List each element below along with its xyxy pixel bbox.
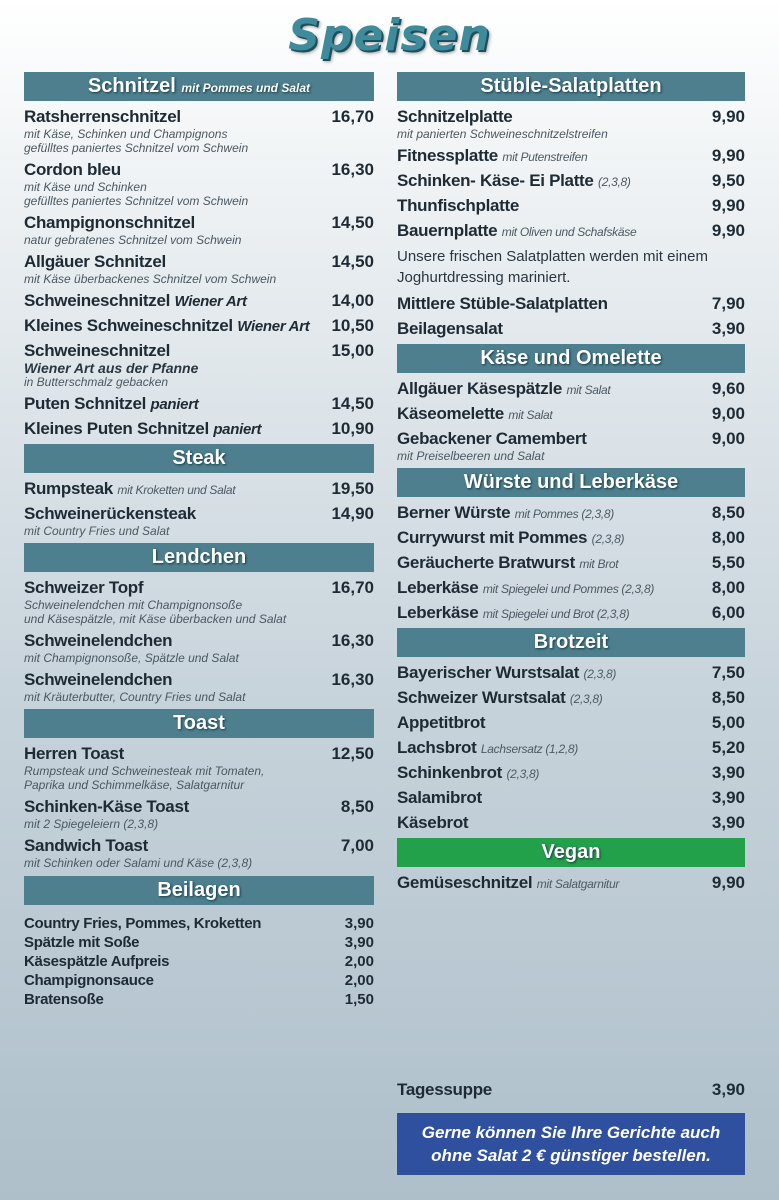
item-description: mit Champignonsoße, Spätzle und Salat (24, 651, 239, 665)
item-description: mit Country Fries und Salat (24, 524, 170, 538)
menu-item-row (397, 688, 745, 708)
menu-item-row (24, 631, 374, 651)
item-price: 10,90 (331, 419, 374, 438)
menu-item (397, 578, 745, 598)
menu-item-row (397, 873, 745, 893)
item-name-group (397, 196, 519, 216)
item-description: mit Preiselbeeren und Salat (397, 449, 545, 463)
item-price: 3,90 (711, 319, 745, 338)
item-name: Bayerischer Wurstsalat (397, 663, 580, 682)
menu-item (24, 504, 374, 538)
menu-item-row (24, 744, 374, 764)
item-note: Lachsersatz (1,2,8) (480, 742, 578, 756)
section-header-vegan: Vegan (397, 838, 745, 867)
item-name-group (397, 221, 636, 241)
item-price: 16,70 (331, 107, 374, 126)
item-name-group (397, 503, 614, 523)
item-price: 7,00 (340, 836, 374, 855)
menu-item (397, 713, 745, 733)
item-name-group (24, 744, 124, 764)
item-name: Salamibrot (397, 788, 482, 807)
item-price: 3,90 (344, 934, 374, 951)
item-name-group (397, 813, 468, 833)
menu-item-row (397, 553, 745, 573)
item-name: Puten Schnitzel (24, 394, 147, 413)
menu-item (24, 316, 374, 336)
item-style: Wiener Art (237, 318, 310, 335)
item-name: Berner Würste (397, 503, 511, 522)
menu-item-row (24, 107, 374, 127)
item-price: 19,50 (331, 479, 374, 498)
salat-info-text: Unsere frischen Salatplatten werden mit einem Joghurtdressing mariniert. (397, 248, 708, 286)
item-note: (2,3,8) (591, 532, 625, 546)
banner-line-2: ohne Salat 2 € günstiger bestellen. (431, 1146, 711, 1165)
item-note: mit Pommes (2,3,8) (514, 507, 614, 521)
menu-item (24, 107, 374, 155)
item-description: mit panierten Schweineschnitzelstreifen (397, 127, 608, 141)
menu-item (397, 107, 745, 141)
item-name-group (397, 688, 603, 708)
item-description: mit Käse und Schinken (24, 180, 147, 194)
item-note: (2,3,8) (583, 667, 617, 681)
item-name: Käseomelette (397, 404, 504, 423)
beilagen-list (24, 905, 374, 1008)
page-title: Speisen (288, 10, 491, 61)
item-name-group (24, 107, 181, 127)
item-name: Schinken- Käse- Ei Platte (397, 171, 594, 190)
item-name-group (397, 663, 616, 683)
item-name: Champignonsauce (24, 972, 154, 989)
item-name: Kleines Schweineschnitzel (24, 316, 233, 335)
item-name: Schweinelendchen (24, 670, 173, 689)
item-description: mit Schinken oder Salami und Käse (2,3,8) (24, 856, 253, 870)
menu-item (24, 479, 374, 499)
item-description-2: gefülltes paniertes Schnitzel vom Schwein (24, 141, 249, 155)
item-name: Appetitbrot (397, 713, 486, 732)
item-price: 5,00 (711, 713, 745, 732)
item-description-2: gefülltes paniertes Schnitzel vom Schwein (24, 194, 249, 208)
menu-item (397, 813, 745, 833)
menu-item (24, 797, 374, 831)
item-name-group (397, 107, 512, 127)
item-name: Geräucherte Bratwurst (397, 553, 575, 572)
item-name-group (397, 379, 610, 399)
item-price: 7,90 (711, 294, 745, 313)
item-note: (2,3,8) (506, 767, 540, 781)
item-price: 14,50 (331, 252, 374, 271)
item-price: 16,30 (331, 631, 374, 650)
item-price: 14,90 (331, 504, 374, 523)
item-name: Herren Toast (24, 744, 125, 763)
menu-item (24, 836, 374, 870)
item-name-group (397, 553, 618, 573)
menu-item-row (397, 713, 745, 733)
item-note: mit Brot (579, 557, 619, 571)
item-name-group (397, 578, 654, 598)
menu-item-row (24, 578, 374, 598)
item-description: mit Käse, Schinken und Champignons (24, 127, 228, 141)
item-price: 8,00 (711, 578, 745, 597)
item-description-strong: Wiener Art aus der Pfanne (24, 360, 199, 376)
menu-item (397, 603, 745, 623)
section-header-beilagen: Beilagen (24, 876, 374, 905)
item-name-group (397, 294, 608, 314)
salatplatten-list (397, 101, 745, 241)
item-name: Beilagensalat (397, 319, 503, 338)
item-note: mit Salatgarnitur (536, 877, 620, 891)
item-name-group (397, 788, 482, 808)
item-note: mit Oliven und Schafskäse (501, 225, 637, 239)
item-price: 8,50 (340, 797, 374, 816)
section-header-brotzeit: Brotzeit (397, 628, 745, 657)
menu-item (24, 670, 374, 704)
item-price: 9,90 (711, 873, 745, 892)
section-header-schnitzel (24, 72, 374, 101)
item-name-group (24, 953, 169, 970)
menu-item (24, 934, 374, 951)
item-name-group (24, 797, 189, 817)
item-name-group (24, 341, 170, 361)
item-style: paniert (213, 421, 262, 438)
item-name: Rumpsteak (24, 479, 113, 498)
item-name-group (24, 631, 172, 651)
section-header-lendchen: Lendchen (24, 543, 374, 572)
item-name: Lachsbrot (397, 738, 477, 757)
item-style: paniert (150, 396, 199, 413)
item-name: Käsebrot (397, 813, 469, 832)
vegan-list (397, 867, 745, 893)
item-name: Schweinerückensteak (24, 504, 196, 523)
item-name-group (24, 291, 247, 311)
item-price: 3,90 (711, 788, 745, 807)
menu-item-row (24, 991, 374, 1008)
menu-item-row (24, 504, 374, 524)
toast-list (24, 738, 374, 870)
menu-item (397, 379, 745, 399)
item-name-group (397, 763, 539, 783)
menu-item (397, 294, 745, 314)
kaese-list (397, 373, 745, 463)
menu-item (24, 578, 374, 626)
menu-item (24, 953, 374, 970)
item-style: Wiener Art (174, 293, 247, 310)
item-name: Sandwich Toast (24, 836, 148, 855)
item-description: Rumpsteak und Schweinesteak mit Tomaten, (24, 764, 265, 778)
menu-item (24, 631, 374, 665)
item-name-group (24, 252, 166, 272)
item-description: Schweinelendchen mit Champignonsoße (24, 598, 243, 612)
menu-item (397, 503, 745, 523)
menu-item (24, 915, 374, 932)
menu-item (24, 160, 374, 208)
item-name: Kleines Puten Schnitzel (24, 419, 209, 438)
item-name-group (24, 991, 104, 1008)
item-name: Schweineschnitzel (24, 291, 171, 310)
item-price: 2,00 (344, 953, 374, 970)
menu-item-row (397, 171, 745, 191)
menu-item-row (397, 429, 745, 449)
item-price: 9,00 (711, 429, 745, 448)
item-price: 3,90 (711, 813, 745, 832)
schnitzel-list (24, 101, 374, 439)
item-name-group (24, 836, 148, 856)
menu-item (397, 873, 745, 893)
menu-item-row (24, 953, 374, 970)
item-description: in Butterschmalz gebacken (24, 375, 169, 389)
item-note: mit Salat (566, 383, 611, 397)
menu-item-row (24, 419, 374, 439)
item-price: 9,00 (711, 404, 745, 423)
item-name-group (24, 479, 235, 499)
item-description: mit Kräuterbutter, Country Fries und Salat (24, 690, 246, 704)
item-price: 14,50 (331, 394, 374, 413)
menu-item (397, 221, 745, 241)
item-name: Currywurst mit Pommes (397, 528, 588, 547)
item-description-2: und Käsespätzle, mit Käse überbacken und Salat (24, 612, 287, 626)
item-price: 16,30 (331, 670, 374, 689)
item-name: Ratsherrenschnitzel (24, 107, 181, 126)
item-name: Country Fries, Pommes, Kroketten (24, 915, 262, 932)
item-note: mit Spiegelei und Brot (2,3,8) (482, 607, 630, 621)
item-price: 3,90 (711, 1080, 745, 1099)
item-name-group (397, 404, 552, 424)
section-header-toast: Toast (24, 709, 374, 738)
item-name-group (397, 319, 503, 339)
menu-item-row (397, 196, 745, 216)
item-price: 7,50 (711, 663, 745, 682)
item-name: Gebackener Camembert (397, 429, 587, 448)
menu-item (397, 319, 745, 339)
item-price: 9,90 (711, 146, 745, 165)
item-name: Schweizer Wurstsalat (397, 688, 566, 707)
item-price: 6,00 (711, 603, 745, 622)
menu-item-row (24, 479, 374, 499)
info-banner (397, 1113, 745, 1175)
item-name: Schinkenbrot (397, 763, 503, 782)
item-description: mit 2 Spiegeleiern (2,3,8) (24, 817, 159, 831)
menu-item-row (397, 294, 745, 314)
item-price: 5,20 (711, 738, 745, 757)
menu-item (24, 744, 374, 792)
section-header-wurst: Würste und Leberkäse (397, 468, 745, 497)
item-price: 9,90 (711, 107, 745, 126)
item-name-group (397, 603, 629, 623)
item-name: Tagessuppe (397, 1080, 492, 1099)
item-price: 12,50 (331, 744, 374, 763)
menu-item-row (397, 404, 745, 424)
item-name-group (24, 316, 309, 336)
item-note: (2,3,8) (569, 692, 603, 706)
menu-item-row (24, 291, 374, 311)
item-name: Leberkäse (397, 578, 479, 597)
menu-item-row (24, 797, 374, 817)
item-description: natur gebratenes Schnitzel vom Schwein (24, 233, 242, 247)
item-name: Cordon bleu (24, 160, 121, 179)
section-header-salatplatten: Stüble-Salatplatten (397, 72, 745, 101)
item-name: Thunfischplatte (397, 196, 520, 215)
menu-item (24, 394, 374, 414)
item-price: 9,90 (711, 196, 745, 215)
item-price: 5,50 (711, 553, 745, 572)
item-price: 3,90 (344, 915, 374, 932)
item-name-group (24, 915, 261, 932)
section-header-kaese: Käse und Omelette (397, 344, 745, 373)
menu-item (24, 991, 374, 1008)
item-price: 8,50 (711, 503, 745, 522)
item-name: Schweineschnitzel (24, 341, 171, 360)
item-name: Champignonschnitzel (24, 213, 195, 232)
menu-item-row (397, 221, 745, 241)
item-name-group (397, 429, 587, 449)
lendchen-list (24, 572, 374, 704)
item-name-group (397, 171, 631, 191)
item-price: 16,30 (331, 160, 374, 179)
item-price: 9,50 (711, 171, 745, 190)
menu-item-row (24, 213, 374, 233)
item-price: 2,00 (344, 972, 374, 989)
menu-item-row (397, 528, 745, 548)
soup-item (397, 1080, 745, 1100)
item-price: 14,50 (331, 213, 374, 232)
item-name: Schweinelendchen (24, 631, 173, 650)
item-name-group (24, 394, 198, 414)
menu-item-row (397, 379, 745, 399)
menu-item-row (397, 738, 745, 758)
item-name-group (24, 213, 195, 233)
menu-item-row (397, 763, 745, 783)
item-name-group (24, 934, 139, 951)
item-note: mit Putenstreifen (502, 150, 588, 164)
item-note: mit Kroketten und Salat (117, 483, 236, 497)
section-title: Schnitzel (87, 75, 176, 97)
item-price: 15,00 (331, 341, 374, 360)
item-name: Bratensoße (24, 991, 104, 1008)
banner-line-1: Gerne können Sie Ihre Gerichte auch (421, 1123, 721, 1142)
item-price: 9,90 (711, 221, 745, 240)
item-name-group (24, 972, 154, 989)
item-name: Schinken-Käse Toast (24, 797, 189, 816)
menu-item (397, 404, 745, 424)
menu-item (24, 419, 374, 439)
section-subtitle: mit Pommes und Salat (181, 81, 311, 95)
item-price: 16,70 (331, 578, 374, 597)
item-note: (2,3,8) (598, 175, 631, 189)
item-name-group (24, 504, 196, 524)
item-name: Käsespätzle Aufpreis (24, 953, 170, 970)
menu-item (397, 171, 745, 191)
menu-item-row (24, 915, 374, 932)
menu-item (397, 429, 745, 463)
menu-item-row (397, 663, 745, 683)
item-name: Schnitzelplatte (397, 107, 513, 126)
menu-item-row (24, 341, 374, 361)
item-note: mit Spiegelei und Pommes (2,3,8) (482, 582, 655, 596)
menu-item-row (24, 316, 374, 336)
menu-item-row (24, 670, 374, 690)
item-price: 1,50 (344, 991, 374, 1008)
menu-item-row (397, 578, 745, 598)
menu-item-row (397, 813, 745, 833)
menu-item (24, 972, 374, 989)
menu-item (397, 196, 745, 216)
item-name-group (24, 419, 261, 439)
salatplatten-list-2 (397, 294, 745, 339)
item-price: 14,00 (331, 291, 374, 310)
item-name-group (397, 873, 619, 893)
menu-item-row (24, 836, 374, 856)
item-note: mit Salat (508, 408, 553, 422)
menu-item (397, 553, 745, 573)
menu-item (24, 341, 374, 389)
menu-item (397, 528, 745, 548)
item-name: Schweizer Topf (24, 578, 144, 597)
right-column (397, 72, 745, 898)
item-name-group (24, 578, 143, 598)
menu-item (397, 738, 745, 758)
menu-item (24, 252, 374, 286)
menu-item (397, 663, 745, 683)
menu-item (397, 763, 745, 783)
item-name: Leberkäse (397, 603, 479, 622)
item-name: Gemüseschnitzel (397, 873, 533, 892)
menu-item (397, 788, 745, 808)
menu-item-row (24, 394, 374, 414)
item-name-group (397, 713, 485, 733)
menu-item-row (397, 503, 745, 523)
item-price: 10,50 (331, 316, 374, 335)
menu-item-row (24, 252, 374, 272)
steak-list (24, 473, 374, 538)
menu-item (397, 146, 745, 166)
item-name-group (397, 738, 578, 758)
item-description-2: Paprika und Schimmelkäse, Salatgarnitur (24, 778, 245, 792)
item-name: Fitnessplatte (397, 146, 498, 165)
left-column (24, 72, 374, 1010)
item-price: 3,90 (711, 763, 745, 782)
item-name-group (397, 146, 587, 166)
menu-item (24, 291, 374, 311)
item-name-group (24, 670, 172, 690)
item-description: mit Käse überbackenes Schnitzel vom Schwein (24, 272, 277, 286)
item-name: Spätzle mit Soße (24, 934, 140, 951)
brotzeit-list (397, 657, 745, 833)
menu-item-row (24, 972, 374, 989)
menu-item-row (24, 934, 374, 951)
item-name: Mittlere Stüble-Salatplatten (397, 294, 608, 313)
menu-item-row (24, 160, 374, 180)
item-price: 8,00 (711, 528, 745, 547)
menu-item-row (397, 788, 745, 808)
item-name: Bauernplatte (397, 221, 498, 240)
menu-item (397, 688, 745, 708)
wurst-list (397, 497, 745, 623)
item-name: Allgäuer Käsespätzle (397, 379, 563, 398)
menu-item-row (397, 146, 745, 166)
menu-item (24, 213, 374, 247)
item-price: 9,60 (711, 379, 745, 398)
menu-item-row (397, 319, 745, 339)
item-name: Allgäuer Schnitzel (24, 252, 166, 271)
item-price: 8,50 (711, 688, 745, 707)
menu-item-row (397, 107, 745, 127)
item-name-group (24, 160, 121, 180)
menu-item-row (397, 603, 745, 623)
item-name-group (397, 528, 624, 548)
section-header-steak: Steak (24, 444, 374, 473)
